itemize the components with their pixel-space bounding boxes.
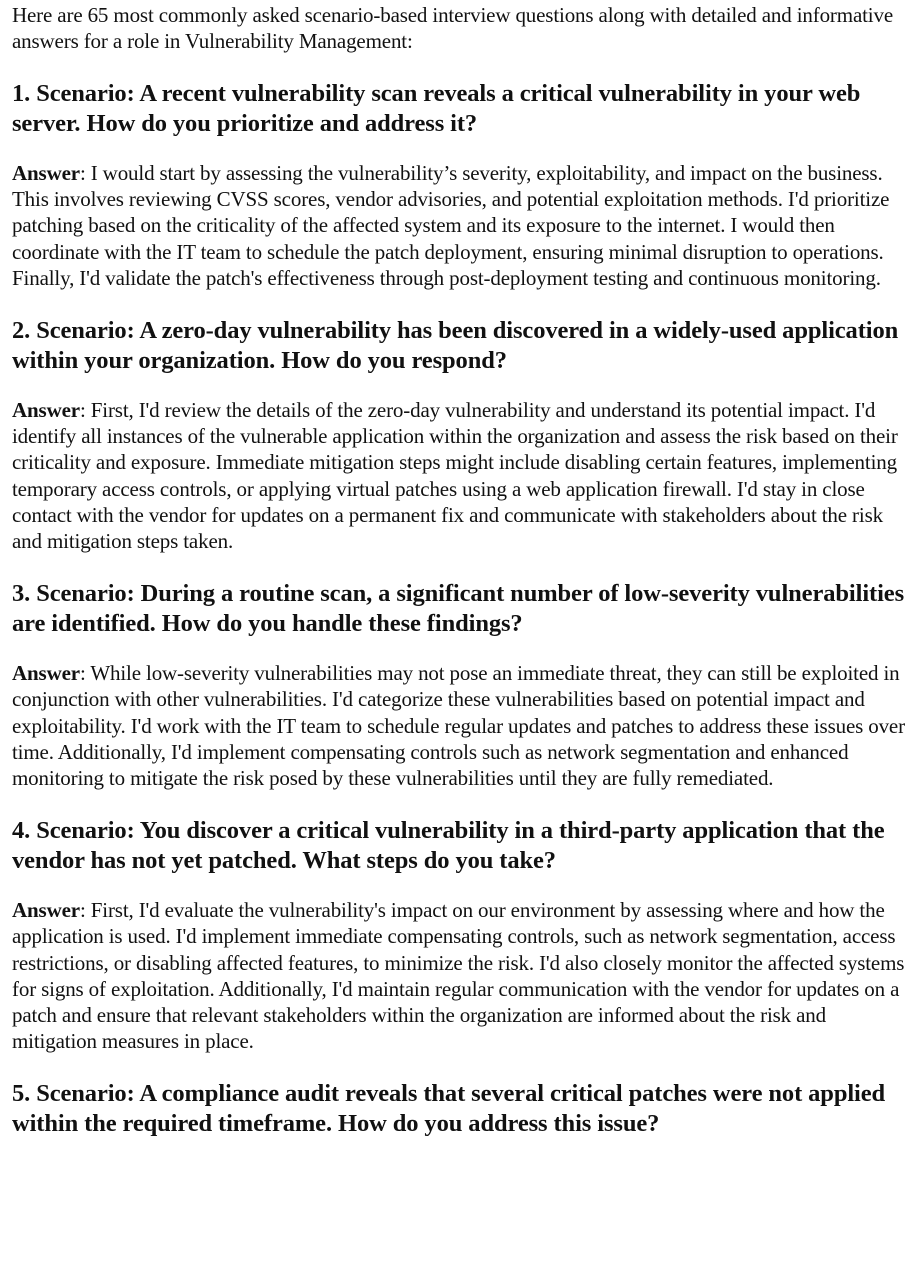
answer-paragraph bbox=[12, 897, 912, 1054]
answer-paragraph bbox=[12, 160, 912, 291]
qa-item-3 bbox=[12, 579, 912, 791]
answer-paragraph bbox=[12, 660, 912, 791]
question-heading: 3. Scenario: During a routine scan, a significant number of low-severity vulnerabilities are identified. How do you handle these findings? bbox=[12, 580, 905, 637]
answer-paragraph bbox=[12, 397, 912, 554]
question-heading: 2. Scenario: A zero-day vulnerability has been discovered in a widely-used application within your organization. How do you respond? bbox=[12, 317, 899, 374]
intro-paragraph: Here are 65 most commonly asked scenario-based interview questions along with detailed and informative answers for a role in Vulnerability Management: bbox=[12, 3, 894, 53]
qa-item-2 bbox=[12, 316, 912, 554]
answer-label: Answer bbox=[12, 661, 80, 686]
answer-label: Answer bbox=[12, 398, 80, 423]
qa-item-4 bbox=[12, 816, 912, 1054]
answer-text: First, I'd evaluate the vulnerability's impact on our environment by assessing where and how the application is used. I'd implement immediate compensating controls, such as network segmentation, access restrictions, or disabling affected features, to minimize the risk. I'd also closely monitor the affected systems for signs of exploitation. Additionally, I'd maintain regular communication with the vendor for updates on a patch and ensure that relevant stakeholders within the organization are informed about the risk and mitigation measures in place. bbox=[12, 898, 905, 1054]
answer-label: Answer bbox=[12, 161, 80, 185]
answer-text: First, I'd review the details of the zero-day vulnerability and understand its potential impact. I'd identify all instances of the vulnerable application within the organization and assess the risk based on their criticality and exposure. Immediate mitigation steps might include disabling certain features, implementing temporary access controls, or applying virtual patches using a web application firewall. I'd stay in close contact with the vendor for updates on a permanent fix and communicate with stakeholders about the risk and mitigation steps taken. bbox=[12, 398, 898, 554]
answer-separator: : bbox=[79, 898, 91, 923]
question-heading: 5. Scenario: A compliance audit reveals that several critical patches were not applied within the required timeframe. How do you address this issue? bbox=[12, 1080, 886, 1137]
answer-label: Answer bbox=[12, 898, 80, 923]
answer-separator: : bbox=[79, 161, 91, 185]
answer-separator: : bbox=[79, 661, 91, 686]
answer-text: I would start by assessing the vulnerability’s severity, exploitability, and impact on the business. This involves reviewing CVSS scores, vendor advisories, and potential exploitation methods. I'd prioritize patching based on the criticality of the affected system and its exposure to the internet. I would then coordinate with the IT team to schedule the patch deployment, ensuring minimal disruption to operations. Finally, I'd validate the patch's effectiveness through post-deployment testing and continuous monitoring. bbox=[12, 161, 890, 290]
qa-item-5 bbox=[12, 1079, 912, 1138]
question-heading: 4. Scenario: You discover a critical vulnerability in a third-party application that the vendor has not yet patched. What steps do you take? bbox=[12, 817, 885, 874]
answer-separator: : bbox=[79, 398, 91, 423]
qa-item-1 bbox=[12, 79, 912, 291]
answer-text: While low-severity vulnerabilities may not pose an immediate threat, they can still be exploited in conjunction with other vulnerabilities. I'd categorize these vulnerabilities based on potential impact and exploitability. I'd work with the IT team to schedule regular updates and patches to address these issues over time. Additionally, I'd implement compensating controls such as network segmentation and enhanced monitoring to mitigate the risk posed by these vulnerabilities until they are fully remediated. bbox=[12, 661, 905, 791]
question-heading: 1. Scenario: A recent vulnerability scan reveals a critical vulnerability in your web server. How do you prioritize and address it? bbox=[12, 80, 861, 137]
